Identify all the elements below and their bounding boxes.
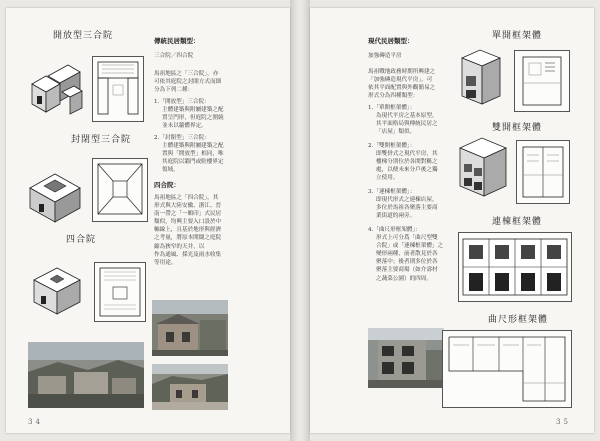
row-frame-elevation [458, 232, 572, 302]
list-line: 變形兩種，前者散見於各 [376, 251, 438, 258]
list-title: 「開放型」三合院： [159, 99, 210, 105]
modern-heading: 現代民居類型： [368, 37, 414, 45]
modern-list-item-2 [368, 142, 438, 182]
list-line: 其庭院以牆門或駐樓界定 [162, 159, 224, 166]
paragraph-line: 軸線上，且基於地形與經濟 [154, 227, 222, 234]
modern-list-item-1 [368, 104, 438, 136]
list-line: 立使用。 [376, 175, 399, 182]
paragraph-line: 形式分為四種類型： [368, 93, 419, 100]
village-photo-left [28, 342, 144, 408]
modern-list-item-4 [368, 226, 443, 283]
paragraph-line: 南一帶之「一顆印」式民居 [154, 211, 222, 218]
list-line: 聚落中；後者則多位於各 [376, 259, 438, 266]
siheyuan-paragraph [154, 194, 221, 267]
stone-house-photo [152, 300, 228, 356]
paragraph-line: 等用途。 [154, 259, 177, 266]
closed-courtyard-plan [92, 158, 148, 222]
list-number: 2. [368, 143, 374, 149]
traditional-list-item-2 [154, 134, 224, 174]
l-shape-frame-plan [442, 330, 572, 408]
list-line: 即雙併式之現代平房，其 [376, 151, 438, 158]
modern-paragraph-1 [368, 68, 435, 100]
list-title: 「封閉型」三合院： [159, 135, 210, 141]
paragraph-line: 馬祖戰地政務時期所興建之 [368, 69, 436, 75]
list-line: 置與「開放型」相同，唯 [162, 151, 224, 158]
paragraph-line: 縮為狹窄的天井，以 [154, 243, 205, 250]
list-line: 為現代平房之基本原型， [376, 113, 438, 120]
open-courtyard-plan [92, 56, 144, 122]
list-number: 4. [368, 227, 374, 233]
siheyuan-axonometric [28, 258, 86, 320]
list-line: 「店屋」類似。 [376, 129, 416, 136]
paragraph-line: 依其平面配置與外觀簡易之 [368, 85, 436, 92]
list-title: 「連棟框架體」： [373, 189, 416, 195]
closed-courtyard-axonometric [24, 158, 86, 228]
double-frame-plan [516, 140, 570, 204]
list-line: 並未以牆體界定。 [162, 123, 207, 130]
single-frame-plan [514, 50, 570, 112]
list-number: 1. [368, 105, 374, 111]
right-page [310, 8, 594, 433]
list-line: 主體建築與附屬建築之配 [162, 143, 224, 150]
page-number-right: 35 [556, 418, 571, 426]
traditional-subheading: 三合院／四合院 [154, 53, 194, 59]
list-line: 置呈門形，但庭院之圍繞 [162, 115, 224, 122]
list-line: 多位於馬祖各聚落主要商 [376, 205, 438, 212]
siheyuan-plan [94, 262, 146, 322]
open-courtyard-axonometric [24, 56, 84, 124]
paragraph-line: 分為下列二種： [154, 87, 194, 94]
list-number: 3. [368, 189, 374, 195]
list-line: 形式上可分爲「曲尺型雙 [376, 235, 438, 242]
fig-open-courtyard-title: 開放型三合院 [52, 31, 113, 41]
list-line: 聚落主要商場（如介壽村 [376, 267, 438, 274]
single-frame-axonometric [456, 46, 508, 110]
double-frame-axonometric [456, 136, 514, 200]
traditional-list-item-1 [154, 98, 224, 130]
paragraph-line: 之考量，將原本開闊之庭院 [154, 235, 222, 242]
list-title: 「雙開框架體」： [373, 143, 416, 149]
list-line: 業街道的兩旁。 [376, 213, 416, 220]
list-line: 領域。 [162, 167, 179, 174]
list-line: 主體建築與附屬建築之配 [162, 107, 224, 114]
paragraph-line: 類似，均興主要入口設於中 [154, 219, 222, 226]
paragraph-line: 可依其庭院之封閉方式而細 [154, 79, 222, 86]
list-number: 1. [154, 99, 160, 105]
traditional-paragraph-1 [154, 70, 221, 94]
paragraph-line: 「加強磚造現代平房」，可 [368, 77, 433, 84]
list-line: 之蔬菜公園）的四周。 [376, 275, 432, 282]
list-number: 2. [154, 135, 160, 141]
paragraph-line: 作為通風、採光及雨水收集 [154, 251, 222, 258]
list-title: 「單開框架體」： [373, 105, 416, 111]
fig-closed-courtyard-title: 封閉型三合院 [70, 135, 131, 145]
list-line: 合院」或「連棟框架體」之 [376, 243, 444, 250]
list-title: 「曲尺形框架體」： [373, 227, 421, 233]
left-page [6, 8, 290, 433]
modern-subheading: 加強磚造平房 [368, 53, 402, 59]
paragraph-line: 馬祖地區之「四合院」，其 [154, 195, 219, 201]
book-gutter [290, 0, 310, 441]
fig-single-frame-title: 單開框架體 [491, 31, 542, 41]
fig-l-shape-frame-title: 曲尺形框架體 [487, 315, 548, 325]
modern-list-item-3 [368, 188, 438, 220]
fig-siheyuan-title: 四合院 [65, 235, 96, 245]
traditional-heading: 傳統民居類型： [154, 37, 200, 45]
fig-double-frame-title: 雙開框架體 [491, 123, 542, 133]
paragraph-line: 形式與大陸安徽、浙江、晉 [154, 203, 222, 210]
fig-row-frame-title: 連棟框架體 [491, 217, 542, 227]
list-line: 其平面格局與傳統民居之 [376, 121, 438, 128]
list-line: 處，以便未來分戶後之獨 [376, 167, 438, 174]
hillside-house-photo [152, 364, 228, 410]
siheyuan-heading: 四合院： [154, 181, 180, 189]
list-line: 樓梯分別位於各開對稱之 [376, 159, 438, 166]
list-line: 即現代形式之連棟店屋， [376, 197, 438, 204]
page-number-left: 34 [28, 418, 43, 426]
paragraph-line: 馬祖地區之「三合院」，亦 [154, 71, 219, 77]
modern-house-photo [368, 328, 444, 388]
